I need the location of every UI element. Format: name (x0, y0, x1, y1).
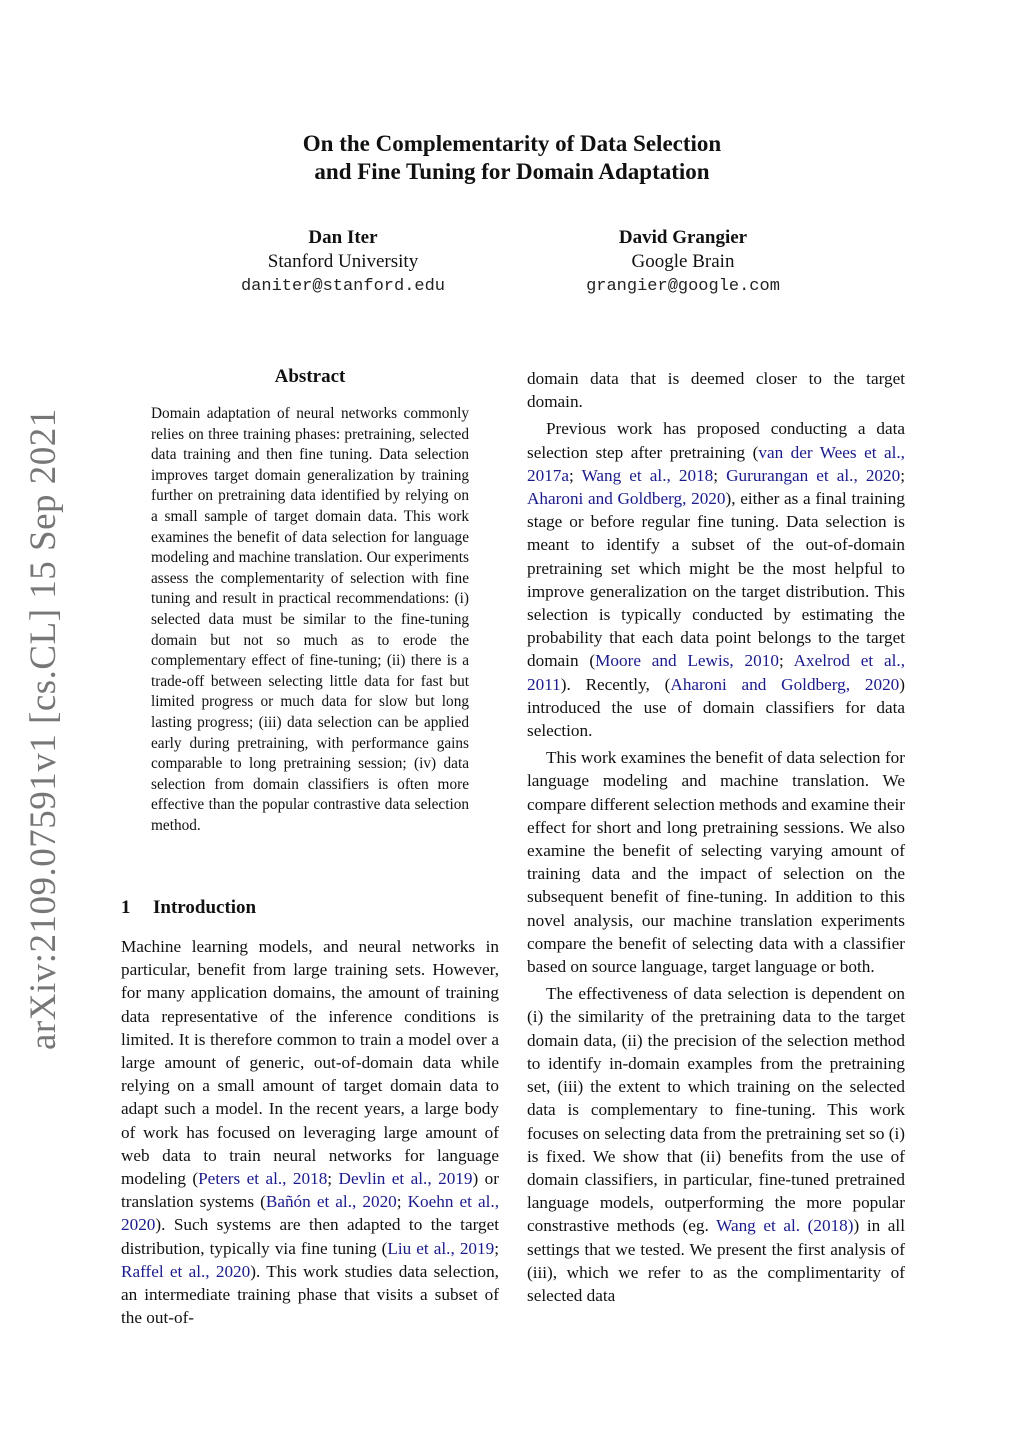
citation-link[interactable]: Wang et al., 2018 (581, 465, 714, 485)
citation-link[interactable]: Koehn et al., 2020 (121, 1192, 500, 1235)
citation-link[interactable]: Gururangan et al., 2020 (726, 465, 901, 485)
citation-link[interactable]: Peters et al., 2018 (198, 1169, 328, 1189)
separator: ; (900, 465, 905, 485)
intro-paragraph (121, 935, 499, 1329)
this-work-paragraph: This work examines the benefit of data selection for language modeling and machine translation. We compare different selection methods and examine their effect for short and long pretraining sessions. We also examine the benefit of selecting varying amount of training data and the impact of selection on the subsequent benefit of fine-tuning. In addition to this novel analysis, our machine translation experiments compare the benefit of selecting data with a classifier based on source language, target language or both. (527, 748, 905, 977)
separator: ; (778, 651, 794, 671)
author-name: Dan Iter (308, 227, 378, 248)
author-affiliation: Google Brain (631, 251, 735, 272)
citation-link[interactable]: Moore and Lewis, 2010 (595, 651, 779, 671)
separator: ; (396, 1192, 408, 1212)
paragraph-text: The effectiveness of data selection is dependent on (i) the similarity of the pretraining data to the target domain data, (ii) the precision of the selection method to identify in-domain examples from the pretraining set, (iii) the extent to which training on the selected data is complementary to fine-tuning. This work focuses on selecting data from the pretraining set so (i) is fixed. We show that (ii) benefits from the use of domain classifiers, in particular, fine-tuned pretrained language models, outperforming the more popular constrastive methods (eg. (527, 984, 905, 1236)
section-heading-introduction (121, 897, 256, 919)
citation-link[interactable]: Liu et al., 2019 (387, 1238, 495, 1258)
author-email: daniter@stanford.edu (240, 277, 446, 296)
paper-title (0, 130, 1024, 186)
title-line-1: On the Complementarity of Data Selection (302, 131, 722, 156)
abstract-heading: Abstract (274, 366, 346, 387)
separator: ; (569, 465, 582, 485)
abstract-text: Domain adaptation of neural networks commonly relies on three training phases: pretraining, selected data training and then fine tuning. Data selection improves target domain generalization by training further on pretraining data identified by relying on a small sample of target domain data. This work examines the benefit of data selection for language modeling and machine translation. Our experiments assess the complementarity of selection with fine tuning and result in practical recommendations: (i) selected data must be similar to the fine-tuning domain but not so much as to erode the complementary effect of fine-tuning; (ii) there is a trade-off between selecting little data for fast but limited progress or much data for slow but long lasting progress; (iii) data selection can be applied early during pretraining, with performance gains comparable to long pretraining session; (iv) data selection from domain classifiers is often more effective than the popular contrastive data selection method. (151, 405, 469, 834)
paragraph-text: ). Such systems are then adapted to the target distribution, typically via fine tuning ( (121, 1215, 499, 1258)
citation-link[interactable]: Aharoni and Goldberg, 2020 (527, 489, 726, 509)
separator: ; (327, 1169, 339, 1189)
author-affiliation: Stanford University (267, 251, 419, 272)
paragraph-text: ) or translation systems ( (121, 1169, 500, 1212)
effectiveness-paragraph (527, 982, 905, 1307)
arxiv-identifier-stamp: arXiv:2109.07591v1 [cs.CL] 15 Sep 2021 (23, 408, 64, 1050)
separator: ; (494, 1238, 499, 1258)
citation-link[interactable]: van der Wees et al., 2017a (527, 442, 905, 485)
author-block-1 (183, 226, 503, 300)
paragraph-text: ), either as a final training stage or before regular fine tuning. Data selection is meant to identify a subset of the out-of-domain pretraining set which might be the most helpful to improve generalization on the target distribution. This selection is typically conducted by estimating the probability that each data point belongs to the target domain ( (527, 489, 905, 671)
citation-link[interactable]: Aharoni and Goldberg, 2020 (670, 674, 900, 694)
paragraph-text: Previous work has proposed conducting a data selection step after pretraining ( (527, 419, 905, 462)
section-number: 1 (121, 897, 131, 918)
title-line-2: and Fine Tuning for Domain Adaptation (314, 159, 710, 184)
previous-work-paragraph (527, 417, 905, 742)
author-name: David Grangier (618, 227, 748, 248)
citation-link[interactable]: Bañón et al., 2020 (265, 1192, 397, 1212)
continued-paragraph: domain data that is deemed closer to the target domain. (527, 369, 905, 412)
citation-link[interactable]: Wang et al. (2018) (716, 1216, 854, 1236)
citation-link[interactable]: Raffel et al., 2020 (121, 1261, 251, 1281)
right-column (527, 367, 905, 1307)
paragraph-text: ) in all settings that we tested. We present the first analysis of (iii), which we refer to as the complimentarity of selected data (527, 1216, 905, 1305)
paragraph-text: ). This work studies data selection, an intermediate training phase that visits a subset of the out-of- (121, 1261, 499, 1328)
separator: ; (713, 465, 727, 485)
citation-link[interactable]: Devlin et al., 2019 (338, 1169, 473, 1189)
paragraph-text: ). Recently, ( (560, 674, 671, 694)
citation-link[interactable]: Axelrod et al., 2011 (527, 651, 905, 694)
author-block-2 (523, 226, 843, 300)
author-email: grangier@google.com (586, 277, 780, 296)
paragraph-text: Machine learning models, and neural networks in particular, benefit from large training sets. However, for many application domains, the amount of training data representative of the inference conditions is limited. It is therefore common to train a model over a large amount of generic, out-of-domain data while relying on a small amount of target domain data to adapt such a model. In the recent years, a large body of work has focused on leveraging large amount of web data to train neural networks for language modeling ( (121, 937, 499, 1189)
paragraph-text: ) introduced the use of domain classifiers for data selection. (527, 674, 906, 741)
section-title: Introduction (153, 897, 257, 918)
introduction-column (121, 935, 499, 1329)
